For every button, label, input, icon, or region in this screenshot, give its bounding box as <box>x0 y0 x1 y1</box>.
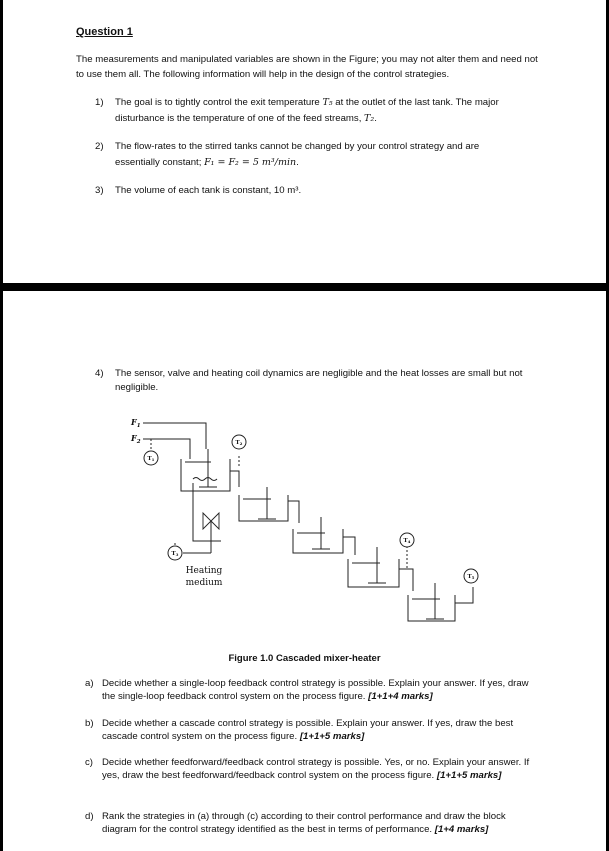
question-number: d) <box>85 811 94 822</box>
sensor-label-t2: T2 <box>235 440 243 446</box>
question-text <box>102 810 540 836</box>
question-body: Decide whether a single-loop feedback control strategy is possible. Explain your answer. If yes, draw the single-loop feedback control system on the process figure. <box>102 678 529 702</box>
question-number: b) <box>85 718 94 729</box>
text-fragment: essentially constant; <box>115 157 205 168</box>
text-fragment: . <box>374 113 377 124</box>
marks: [1+1+4 marks] <box>368 691 433 702</box>
text-fragment: The goal is to tightly control the exit temperature <box>115 97 323 108</box>
item-number: 1) <box>95 97 104 108</box>
marks: [1+1+5 marks] <box>436 770 502 781</box>
question-text <box>102 677 540 703</box>
figure-caption: Figure 1.0 Cascaded mixer-heater <box>228 653 381 664</box>
math-variable: T₂ <box>364 113 375 124</box>
intro-paragraph: The measurements and manipulated variables are shown in the Figure; you may not alter them and need not to use them all. The following information will help in the design of the control strategies. <box>76 54 538 80</box>
overflow-4 <box>399 569 413 591</box>
question-number: c) <box>85 757 93 768</box>
text-fragment: . <box>296 157 299 168</box>
question-heading: Question 1 <box>76 26 133 38</box>
question-text <box>102 717 540 743</box>
overflow-1 <box>230 471 239 487</box>
text-fragment: The flow-rates to the stirred tanks cannot be changed by your control strategy and are <box>115 141 480 152</box>
heating-label: Heating <box>185 566 223 576</box>
sensor-label-t1: T1 <box>147 456 155 462</box>
feed-label-f1: $F_1$ <box>131 417 141 429</box>
text-fragment: at the outlet of the last tank. The major <box>332 97 499 108</box>
question-body: Rank the strategies in (a) through (c) according to their control performance and draw the block diagram for the control strategy identified as the best in terms of performance. <box>102 811 506 835</box>
question-body: Decide whether a cascade control strategy is possible. Explain your answer. If yes, draw the best cascade control system on the process figure. <box>102 718 514 742</box>
question-body: Decide whether feedforward/feedback control strategy is possible. Yes, or no. Explain your answer. If yes, draw the best feedforward/feedback control system on the process figure. <box>102 757 530 781</box>
marks: [1+4 marks] <box>434 824 489 835</box>
math-variable: T₅ <box>322 97 333 108</box>
math-equation: F₁ = F₂ = 5 m³/min <box>204 157 297 168</box>
item-text: The sensor, valve and heating coil dynamics are negligible and the heat losses are small but not negligible. <box>115 368 523 393</box>
sensor-label-t5: T5 <box>467 574 475 580</box>
feed-line-f1 <box>143 423 206 449</box>
sensor-label-t4: T4 <box>403 538 411 544</box>
question-number: a) <box>85 678 94 689</box>
medium-label: medium <box>185 578 223 588</box>
item-text <box>115 95 545 127</box>
item-text: The volume of each tank is constant, 10 m³. <box>115 185 302 196</box>
outlet-line <box>455 587 473 603</box>
item-number: 4) <box>95 368 104 379</box>
feed-label-f2: $F_2$ <box>131 433 141 445</box>
page-2 <box>3 291 606 851</box>
question-text <box>102 756 540 782</box>
sensor-label-t3: T3 <box>171 551 179 557</box>
tank-1 <box>181 459 230 491</box>
page-1 <box>3 0 606 283</box>
item-number: 2) <box>95 141 104 152</box>
item-text <box>115 139 545 171</box>
marks: [1+1+5 marks] <box>299 731 365 742</box>
heating-coil <box>193 478 217 481</box>
heating-line <box>193 483 221 541</box>
overflow-2 <box>288 501 299 523</box>
text-fragment: disturbance is the temperature of one of the feed streams, <box>115 113 365 124</box>
item-number: 3) <box>95 185 104 196</box>
overflow-3 <box>343 537 355 555</box>
